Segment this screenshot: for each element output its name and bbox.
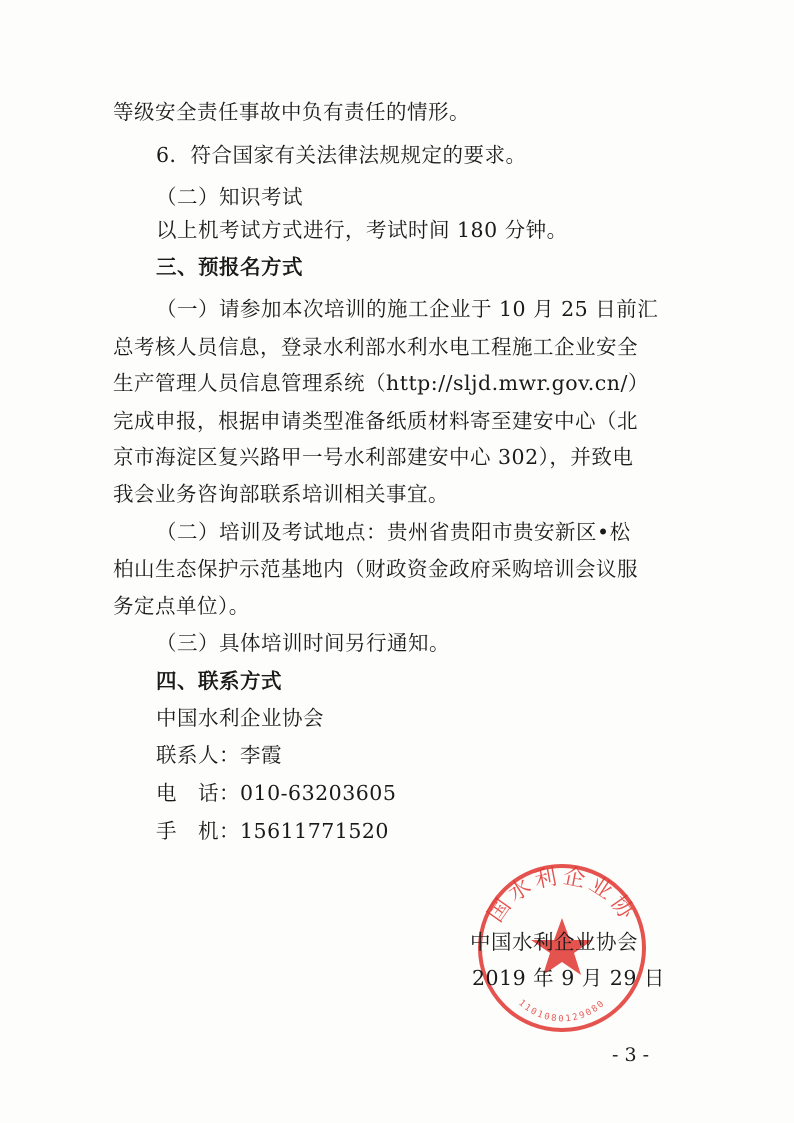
text-line: （三）具体培训时间另行通知。: [156, 631, 450, 655]
contact-mobile: 手 机：15611771520: [156, 819, 389, 843]
text-line: 6．符合国家有关法律法规规定的要求。: [156, 143, 527, 167]
text-line: 完成申报，根据申请类型准备纸质材料寄至建安中心（北: [113, 409, 638, 433]
svg-text:国水利企业协: 国水利企业协: [483, 864, 641, 927]
text-line: 等级安全责任事故中负有责任的情形。: [113, 100, 470, 124]
text-line: 务定点单位）。: [113, 594, 250, 618]
text-line: 我会业务咨询部联系培训相关事宜。: [113, 482, 449, 506]
contact-phone: 电 话：010-63203605: [156, 781, 397, 805]
signer-name: 中国水利企业协会: [470, 930, 638, 954]
svg-text:1101080129080: 1101080129080: [516, 998, 608, 1025]
section-heading: 四、联系方式: [156, 669, 282, 693]
section-heading: 三、预报名方式: [156, 255, 303, 279]
text-line: （二）知识考试: [156, 185, 303, 209]
text-line: 总考核人员信息，登录水利部水利水电工程施工企业安全: [113, 335, 638, 359]
text-line: 生产管理人员信息管理系统（http://sljd.mwr.gov.cn/）: [113, 371, 649, 395]
text-line: （二）培训及考试地点：贵州省贵阳市贵安新区•松: [156, 520, 631, 544]
contact-org: 中国水利企业协会: [156, 706, 324, 730]
page-number: - 3 -: [612, 1044, 650, 1066]
text-line: 柏山生态保护示范基地内（财政资金政府采购培训会议服: [113, 557, 638, 581]
sign-date: 2019 年 9 月 29 日: [472, 966, 665, 990]
text-line: 以上机考试方式进行，考试时间 180 分钟。: [156, 218, 568, 242]
contact-person: 联系人：李霞: [156, 743, 282, 767]
text-line: 京市海淀区复兴路甲一号水利部建安中心 302），并致电: [113, 445, 634, 469]
text-line: （一）请参加本次培训的施工企业于 10 月 25 日前汇: [156, 297, 659, 321]
